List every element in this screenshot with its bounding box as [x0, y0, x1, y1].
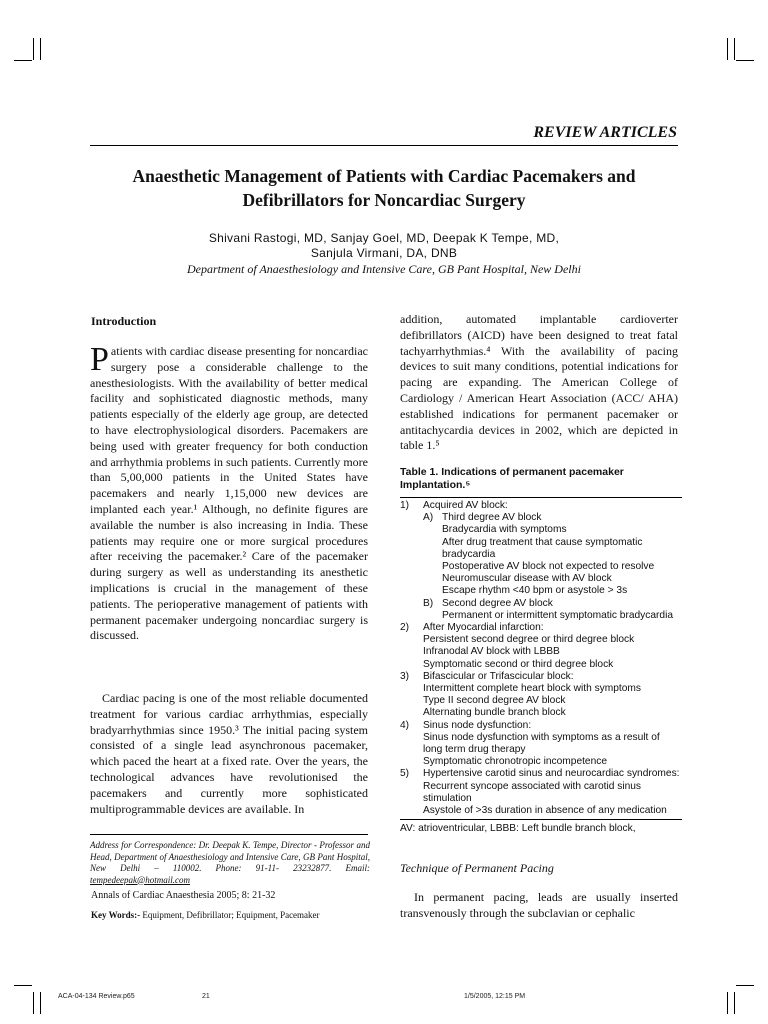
table-footnote: AV: atrioventricular, LBBB: Left bundle branch block,: [400, 823, 636, 835]
table-row: [400, 805, 682, 817]
table-row-number: [400, 744, 423, 756]
para1-text: atients with cardiac disease presenting for noncardiac surgery pose a considerable challenge to the anesthesiologists. With the availability of better medical facility and sophisticated diagnostic methods, many patients especially of the elderly age group, are detected to have electrophysiological disorders. Pacemakers are being used with greater frequency for both conduction and arrhythmia problems in such patients. Currently more than 5,00,000 patients in the United States have pacemakers and nearly 1,15,000 new devices are implanted each year.¹ Although, no definite figures are available the number is also increasing in India. These patients may require one or more surgical procedures after receiving the pacemaker.² Care of the pacemaker during surgery as well as understanding its anesthetic implications is crucial in the management of these patients. The perioperative management of patients with permanent pacemaker undergoing noncardiac surgery is discussed.: [90, 344, 368, 643]
table-row-text: Third degree AV block: [442, 512, 542, 524]
table-row-number: [400, 573, 423, 585]
table-row-text: After Myocardial infarction:: [423, 622, 544, 634]
table-row-sub: [423, 524, 442, 536]
table-row-text: bradycardia: [442, 548, 496, 560]
table-row-number: [400, 707, 423, 719]
table-row-number: [400, 695, 423, 707]
table-row: [400, 598, 682, 610]
table-row-sub: [423, 549, 442, 561]
table-row: [400, 524, 682, 536]
section-label: REVIEW ARTICLES: [533, 124, 677, 141]
table-row: [400, 561, 682, 573]
citation: Annals of Cardiac Anaesthesia 2005; 8: 21-32: [91, 890, 276, 901]
table-row-sub: [423, 537, 442, 549]
table-row-number: [400, 683, 423, 695]
table-row-text: After drug treatment that cause symptomatic: [442, 536, 643, 548]
table-row-text: Recurrent syncope associated with carotid sinus: [423, 780, 642, 792]
keywords-text: Equipment, Defibrillator; Equipment, Pacemaker: [140, 910, 320, 920]
drop-cap: P: [90, 341, 109, 378]
email-link[interactable]: tempedeepak@hotmail.com: [90, 874, 190, 885]
footer-page: 21: [202, 993, 210, 1000]
email-label: Email:: [345, 863, 370, 873]
crop-mark: [736, 985, 754, 986]
table-title-line: Table 1. Indications of permanent pacemaker: [400, 466, 624, 478]
table-row-number: 5): [400, 768, 410, 780]
table-row-sub: [423, 573, 442, 585]
table-top-rule: [400, 497, 682, 498]
table-row-number: 4): [400, 719, 410, 731]
intro-heading: Introduction: [91, 314, 157, 328]
table-row: [400, 537, 682, 549]
table-row-text: Infranodal AV block with LBBB: [423, 646, 560, 658]
footer-file: ACA-04-134 Review.p65: [58, 993, 135, 1000]
correspondence: [90, 840, 370, 886]
table-row-text: stimulation: [423, 792, 472, 804]
table-row-text: Symptomatic chronotropic incompetence: [423, 756, 608, 768]
table-row-sub: [423, 561, 442, 573]
table-row: [400, 573, 682, 585]
table-row-number: [400, 805, 423, 817]
table-row: [400, 695, 682, 707]
table-row: [400, 634, 682, 646]
table-row: [400, 671, 682, 683]
table-row: [400, 781, 682, 793]
table-row-text: Intermittent complete heart block with symptoms: [423, 683, 641, 695]
crop-mark: [727, 38, 728, 60]
table-row-text: Permanent or intermittent symptomatic bradycardia: [442, 609, 674, 621]
table-row-text: Asystole of >3s duration in absence of any medication: [423, 805, 667, 817]
table-row: [400, 659, 682, 671]
table-row-text: Persistent second degree or third degree block: [423, 634, 635, 646]
para4-text: In permanent pacing, leads are usually inserted transvenously through the subclavian or cephalic: [400, 890, 678, 920]
intro-paragraph: [90, 341, 368, 644]
table-row-text: Symptomatic second or third degree block: [423, 658, 614, 670]
table-title: [400, 466, 682, 491]
crop-mark: [727, 992, 728, 1014]
table-row: [400, 720, 682, 732]
table-row-sub: [423, 610, 442, 622]
table-row-text: Second degree AV block: [442, 597, 553, 609]
table-1: [400, 466, 682, 835]
table-row-text: Bifascicular or Trifascicular block:: [423, 670, 574, 682]
header-rule: [90, 145, 678, 146]
crop-mark: [40, 992, 41, 1014]
table-bottom-rule: [400, 819, 682, 820]
technique-heading: Technique of Permanent Pacing: [400, 861, 554, 875]
table-row-number: [400, 512, 423, 524]
table-row: [400, 585, 682, 597]
footer-date: 1/5/2005, 12:15 PM: [464, 993, 526, 1000]
authors-line: Shivani Rastogi, MD, Sanjay Goel, MD, Deepak K Tempe, MD,: [208, 231, 560, 245]
table-row-text: Sinus node dysfunction:: [423, 719, 532, 731]
keywords-label: Key Words:-: [91, 910, 141, 920]
authors-line: Sanjula Virmani, DA, DNB: [310, 246, 458, 260]
para3-text: addition, automated implantable cardioverter defibrillators (AICD) have been designed to treat fatal tachyarrhythmias.⁴ With the availability of pacing devices to suit many conditions, potential indications for pacing are expanding. The American College of Cardiology / American Heart Association (ACC/ AHA) established indications for permanent pacemaker or antitachycardia devices in 2002, which are depicted in table 1.⁵: [400, 312, 678, 453]
table-row-text: Sinus node dysfunction with symptoms as a result of: [423, 731, 660, 743]
pacing-paragraph: [90, 691, 368, 817]
table-row-text: long term drug therapy: [423, 744, 526, 756]
table-row: [400, 500, 682, 512]
department: Department of Anaesthesiology and Intensive Care, GB Pant Hospital, New Delhi: [187, 262, 581, 276]
crop-mark: [14, 985, 32, 986]
table-row-text: Hypertensive carotid sinus and neurocardiac syndromes:: [423, 768, 680, 780]
table-row-sub: A): [423, 512, 434, 524]
table-row: [400, 512, 682, 524]
table-row-number: [400, 646, 423, 658]
table-row-text: Bradycardia with symptoms: [442, 524, 567, 536]
table-row-number: [400, 659, 423, 671]
table-rows: [400, 500, 682, 817]
table-row-number: [400, 781, 423, 793]
title-line: Defibrillators for Noncardiac Surgery: [242, 190, 526, 210]
table-row-number: [400, 561, 423, 573]
table-row-number: [400, 598, 423, 610]
table-row-text: Postoperative AV block not expected to resolve: [442, 561, 655, 573]
table-row: [400, 646, 682, 658]
table-row-text: Neuromuscular disease with AV block: [442, 573, 612, 585]
table-row: [400, 610, 682, 622]
keywords: [91, 910, 320, 920]
table-row-number: [400, 549, 423, 561]
table-row-number: [400, 585, 423, 597]
table-row: [400, 756, 682, 768]
table-row: [400, 683, 682, 695]
table-row: [400, 707, 682, 719]
crop-mark: [33, 38, 34, 60]
table-row-number: [400, 756, 423, 768]
article-title: [80, 164, 688, 212]
table-row-number: [400, 524, 423, 536]
crop-mark: [736, 60, 754, 61]
table-row-sub: B): [423, 597, 434, 609]
table-row-number: [400, 793, 423, 805]
table-row: [400, 549, 682, 561]
crop-mark: [14, 60, 32, 61]
table-row-text: Acquired AV block:: [423, 500, 508, 511]
technique-paragraph: [400, 890, 678, 922]
title-line: Anaesthetic Management of Patients with Cardiac Pacemakers and: [132, 166, 636, 186]
table-row: [400, 744, 682, 756]
table-row: [400, 768, 682, 780]
table-row-sub: [423, 585, 442, 597]
table-row-number: [400, 634, 423, 646]
crop-mark: [734, 38, 735, 60]
table-row-number: 2): [400, 622, 410, 634]
crop-mark: [40, 38, 41, 60]
table-row: [400, 793, 682, 805]
table-row-number: [400, 610, 423, 622]
table-row-number: [400, 732, 423, 744]
table-row: [400, 622, 682, 634]
table-row-text: Escape rhythm <40 bpm or asystole > 3s: [442, 585, 628, 597]
table-row-number: [400, 537, 423, 549]
footnote-rule: [90, 834, 368, 835]
table-title-line: Implantation.⁵: [400, 478, 471, 491]
para2-text: Cardiac pacing is one of the most reliable documented treatment for various cardiac arrhythmias, especially bradyarrhythmias since 1950.³ The initial pacing system consisted of a single lead asynchronous pacemaker, which paced the heart at a fixed rate. Over the years, the technological advances have revolutionised the pacemakers and currently more sophisticated multiprogrammable devices are available. In: [90, 691, 368, 816]
table-row-text: Type II second degree AV block: [423, 695, 566, 707]
table-row-number: 1): [400, 500, 410, 511]
authors: [90, 231, 678, 261]
table-row-number: 3): [400, 670, 410, 682]
aicd-paragraph: [400, 312, 678, 454]
table-row: [400, 732, 682, 744]
crop-mark: [33, 992, 34, 1014]
table-row-text: Alternating bundle branch block: [423, 707, 566, 719]
correspondence-text: Address for Correspondence: Dr. Deepak K. Tempe, Director - Professor and Head, Department of Anaesthesiology and Intensive Care, GB Pant Hospital, New Delhi – 110002. Phone: 91-11- 23232877.: [90, 840, 370, 873]
crop-mark: [734, 992, 735, 1014]
